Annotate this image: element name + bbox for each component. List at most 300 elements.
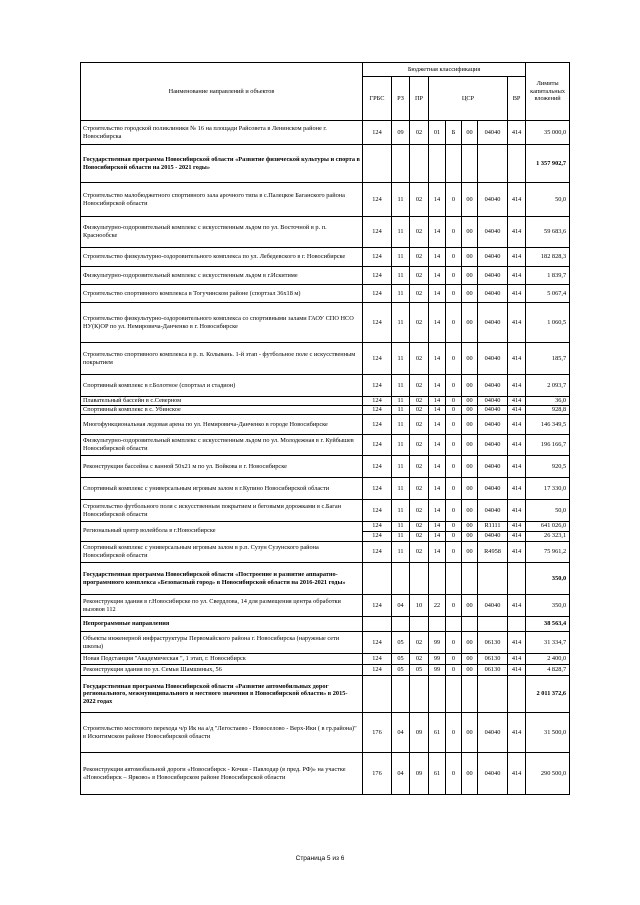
code-cell-grbs: 124 — [363, 248, 392, 267]
code-cell-c3: 00 — [462, 303, 478, 343]
code-cell-c2: 0 — [446, 532, 462, 542]
code-cell-grbs: 176 — [363, 713, 392, 753]
code-cell-vr: 414 — [508, 522, 526, 532]
object-name-cell: Объекты инженерной инфраструктуры Первомайского района г. Новосибирска (наружные сети школы) — [81, 632, 363, 654]
code-cell-c4: 04040 — [478, 267, 508, 285]
code-cell-c2: 0 — [446, 285, 462, 303]
code-cell-rz: 11 — [392, 406, 410, 415]
object-name-cell: Строительство футбольного поля с искусственным покрытием и беговыми дорожками в с.Баган Новосибирской области — [81, 500, 363, 522]
table-row — [81, 713, 570, 753]
table-row — [81, 632, 570, 654]
object-name-cell: Строительство спортивного комплекса в Тогучинском районе (спортзал 36х18 м) — [81, 285, 363, 303]
code-cell-vr: 414 — [508, 632, 526, 654]
code-cell-rz: 05 — [392, 665, 410, 676]
code-cell-vr: 414 — [508, 665, 526, 676]
table-row — [81, 397, 570, 406]
code-cell-grbs: 124 — [363, 406, 392, 415]
code-cell-pr: 02 — [410, 406, 429, 415]
limit-cell: 1 357 902,7 — [526, 145, 570, 183]
limit-cell: 1 839,7 — [526, 267, 570, 285]
code-cell-c2: 0 — [446, 456, 462, 478]
table-row — [81, 654, 570, 665]
code-cell-c2: 0 — [446, 183, 462, 217]
code-cell-c4: 04040 — [478, 415, 508, 435]
code-cell-c1: 99 — [429, 665, 446, 676]
code-cell-c3: 00 — [462, 632, 478, 654]
code-cell-grbs — [363, 145, 392, 183]
code-cell-c4: 04040 — [478, 478, 508, 500]
code-cell-c2 — [446, 563, 462, 595]
limit-cell: 146 349,5 — [526, 415, 570, 435]
code-cell-rz: 11 — [392, 435, 410, 456]
code-cell-grbs: 124 — [363, 415, 392, 435]
code-cell-c2: 0 — [446, 632, 462, 654]
object-name-cell: Физкультурно-оздоровительный комплекс с искусственным льдом по ул. Восточной в р. п. Краснообске — [81, 217, 363, 248]
code-cell-c1: 14 — [429, 217, 446, 248]
table-row — [81, 617, 570, 632]
code-cell-c1: 61 — [429, 713, 446, 753]
code-cell-c3: 00 — [462, 665, 478, 676]
code-cell-rz: 11 — [392, 217, 410, 248]
code-cell-c1: 14 — [429, 343, 446, 375]
code-cell-c1: 14 — [429, 406, 446, 415]
code-cell-grbs — [363, 563, 392, 595]
object-name-cell: Плавательный бассейн в с.Северном — [81, 397, 363, 406]
code-cell-pr: 02 — [410, 654, 429, 665]
code-cell-c4 — [478, 676, 508, 713]
code-cell-c3: 00 — [462, 595, 478, 617]
code-cell-vr — [508, 145, 526, 183]
code-cell-c1: 99 — [429, 654, 446, 665]
code-cell-pr: 02 — [410, 183, 429, 217]
code-cell-pr: 10 — [410, 595, 429, 617]
object-name-cell: Спортивный комплекс в г.Болотное (спортзал и стадион) — [81, 375, 363, 397]
code-cell-c1: 14 — [429, 397, 446, 406]
code-cell-pr: 02 — [410, 478, 429, 500]
code-cell-grbs: 124 — [363, 217, 392, 248]
code-cell-c4: 04040 — [478, 183, 508, 217]
limit-cell: 75 961,2 — [526, 542, 570, 563]
code-cell-c4: 04040 — [478, 753, 508, 795]
code-cell-grbs: 124 — [363, 285, 392, 303]
code-cell-rz: 04 — [392, 595, 410, 617]
code-cell-grbs: 124 — [363, 183, 392, 217]
code-cell-rz: 09 — [392, 121, 410, 145]
code-cell-rz: 11 — [392, 375, 410, 397]
code-cell-pr: 09 — [410, 753, 429, 795]
header-name-column: Наименование направлений и объектов — [81, 63, 363, 121]
capital-investment-table — [80, 62, 570, 795]
table-row — [81, 478, 570, 500]
code-cell-rz: 11 — [392, 500, 410, 522]
code-cell-vr: 414 — [508, 406, 526, 415]
code-cell-vr: 414 — [508, 654, 526, 665]
code-cell-vr: 414 — [508, 478, 526, 500]
code-cell-c4: 04040 — [478, 285, 508, 303]
code-cell-grbs — [363, 676, 392, 713]
code-cell-pr: 02 — [410, 632, 429, 654]
code-cell-pr: 02 — [410, 248, 429, 267]
code-cell-c4: R4958 — [478, 542, 508, 563]
table-row — [81, 435, 570, 456]
budget-table-sheet — [80, 62, 569, 795]
object-name-cell: Реконструкция бассейна с ванной 50х21 м по ул. Войкова в г. Новосибирске — [81, 456, 363, 478]
code-cell-c4: R1111 — [478, 522, 508, 532]
code-cell-c4: 04040 — [478, 713, 508, 753]
code-cell-grbs: 124 — [363, 522, 392, 532]
code-cell-c1: 14 — [429, 542, 446, 563]
code-cell-rz: 11 — [392, 542, 410, 563]
code-cell-c2: 0 — [446, 753, 462, 795]
code-cell-c2: 0 — [446, 415, 462, 435]
object-name-cell: Реконструкция здания по ул. Семьи Шамшиных, 56 — [81, 665, 363, 676]
code-cell-c1 — [429, 145, 446, 183]
code-cell-c4: 04040 — [478, 121, 508, 145]
limit-cell: 31 334,7 — [526, 632, 570, 654]
code-cell-pr: 02 — [410, 532, 429, 542]
code-cell-c2 — [446, 145, 462, 183]
limit-cell: 196 166,7 — [526, 435, 570, 456]
code-cell-c1: 14 — [429, 267, 446, 285]
code-cell-c4 — [478, 617, 508, 632]
code-cell-c3: 00 — [462, 532, 478, 542]
code-cell-c2 — [446, 676, 462, 713]
code-cell-vr: 414 — [508, 456, 526, 478]
limit-cell: 641 026,0 — [526, 522, 570, 532]
code-cell-pr — [410, 563, 429, 595]
code-cell-vr: 414 — [508, 375, 526, 397]
code-cell-c3: 00 — [462, 456, 478, 478]
object-name-cell: Реконструкция здания в г.Новосибирске по ул. Свердлова, 14 для размещения центра обработки вызовов 112 — [81, 595, 363, 617]
code-cell-rz: 11 — [392, 397, 410, 406]
code-cell-c1: 14 — [429, 285, 446, 303]
code-cell-grbs: 124 — [363, 121, 392, 145]
limit-cell: 50,0 — [526, 500, 570, 522]
table-row — [81, 665, 570, 676]
code-cell-rz: 11 — [392, 415, 410, 435]
code-cell-vr: 414 — [508, 397, 526, 406]
limit-cell: 928,8 — [526, 406, 570, 415]
limit-cell: 59 683,6 — [526, 217, 570, 248]
code-cell-vr — [508, 563, 526, 595]
object-name-cell: Реконструкция автомобильной дороги «Новосибирск - Кочки - Павлодар (в пред. РФ)» на участке «Новосибирск – Ярково» в Новосибирском районе Новосибирской области — [81, 753, 363, 795]
limit-cell: 1 060,5 — [526, 303, 570, 343]
code-cell-rz: 04 — [392, 713, 410, 753]
object-name-cell: Физкультурно-оздоровительный комплекс с искусственным льдом в г.Искитиме — [81, 267, 363, 285]
table-row — [81, 303, 570, 343]
code-cell-c4: 04040 — [478, 397, 508, 406]
code-cell-c1: 14 — [429, 183, 446, 217]
code-cell-vr: 414 — [508, 121, 526, 145]
code-cell-c1: 14 — [429, 435, 446, 456]
code-cell-grbs: 124 — [363, 397, 392, 406]
limit-cell: 36,0 — [526, 397, 570, 406]
code-cell-c2: 0 — [446, 375, 462, 397]
table-row — [81, 121, 570, 145]
limit-cell: 26 323,1 — [526, 532, 570, 542]
code-cell-c1: 14 — [429, 532, 446, 542]
code-cell-pr: 05 — [410, 665, 429, 676]
code-cell-c1: 14 — [429, 375, 446, 397]
code-cell-c2: 0 — [446, 267, 462, 285]
code-cell-grbs: 124 — [363, 595, 392, 617]
code-cell-rz — [392, 617, 410, 632]
code-cell-c3: 00 — [462, 375, 478, 397]
code-cell-c1: 14 — [429, 478, 446, 500]
code-cell-c3: 00 — [462, 217, 478, 248]
code-cell-grbs: 124 — [363, 303, 392, 343]
code-cell-rz: 11 — [392, 343, 410, 375]
code-cell-rz: 11 — [392, 456, 410, 478]
code-cell-vr: 414 — [508, 542, 526, 563]
code-cell-grbs — [363, 617, 392, 632]
header-vr: ВР — [508, 77, 526, 121]
limit-cell: 2 011 372,6 — [526, 676, 570, 713]
code-cell-c3: 00 — [462, 267, 478, 285]
code-cell-grbs: 124 — [363, 435, 392, 456]
table-row — [81, 676, 570, 713]
code-cell-c2: 0 — [446, 522, 462, 532]
code-cell-vr: 414 — [508, 183, 526, 217]
code-cell-c3: 00 — [462, 522, 478, 532]
code-cell-vr: 414 — [508, 343, 526, 375]
code-cell-c2: 0 — [446, 654, 462, 665]
code-cell-rz: 11 — [392, 522, 410, 532]
header-pr: ПР — [410, 77, 429, 121]
object-name-cell: Спортивный комплекс с универсальным игровым залом в г.Купино Новосибирской области — [81, 478, 363, 500]
code-cell-c3: 00 — [462, 406, 478, 415]
code-cell-c3 — [462, 563, 478, 595]
table-row — [81, 406, 570, 415]
code-cell-c2 — [446, 617, 462, 632]
table-row — [81, 375, 570, 397]
code-cell-rz: 11 — [392, 248, 410, 267]
object-name-cell: Непрограммные направления — [81, 617, 363, 632]
object-name-cell: Государственная программа Новосибирской области «Построение и развитие аппаратно-программного комплекса «Безопасный город» в Новосибирской области на 2016-2021 годы» — [81, 563, 363, 595]
limit-cell: 5 067,4 — [526, 285, 570, 303]
code-cell-vr: 414 — [508, 303, 526, 343]
code-cell-c4 — [478, 563, 508, 595]
header-grbs: ГРБС — [363, 77, 392, 121]
limit-cell: 350,0 — [526, 595, 570, 617]
code-cell-c1: 61 — [429, 753, 446, 795]
code-cell-c2: 0 — [446, 406, 462, 415]
code-cell-grbs: 124 — [363, 456, 392, 478]
object-name-cell: Государственная программа Новосибирской области «Развитие физической культуры и спорта в Новосибирской области на 2015 - 2021 годы» — [81, 145, 363, 183]
object-name-cell: Многофункциональная ледовая арена по ул. Немировича-Данченко в городе Новосибирске — [81, 415, 363, 435]
code-cell-rz: 11 — [392, 532, 410, 542]
code-cell-vr — [508, 617, 526, 632]
code-cell-c3: 00 — [462, 121, 478, 145]
code-cell-grbs: 176 — [363, 753, 392, 795]
limit-cell: 35 000,0 — [526, 121, 570, 145]
code-cell-c2: 0 — [446, 665, 462, 676]
table-row — [81, 285, 570, 303]
code-cell-c2: Б — [446, 121, 462, 145]
code-cell-c3: 00 — [462, 435, 478, 456]
object-name-cell: Региональный центр волейбола в г.Новосибирске — [81, 522, 363, 542]
object-name-cell: Спортивный комплекс в с. Убинское — [81, 406, 363, 415]
code-cell-pr: 02 — [410, 415, 429, 435]
header-csr: ЦСР — [429, 77, 508, 121]
code-cell-rz — [392, 145, 410, 183]
code-cell-c4: 04040 — [478, 532, 508, 542]
code-cell-c3: 00 — [462, 285, 478, 303]
limit-cell: 2 400,0 — [526, 654, 570, 665]
table-row — [81, 542, 570, 563]
code-cell-c2: 0 — [446, 217, 462, 248]
code-cell-pr — [410, 617, 429, 632]
code-cell-c3: 00 — [462, 713, 478, 753]
code-cell-rz: 11 — [392, 267, 410, 285]
code-cell-c3: 00 — [462, 248, 478, 267]
code-cell-pr: 02 — [410, 375, 429, 397]
limit-cell: 17 330,0 — [526, 478, 570, 500]
code-cell-vr — [508, 676, 526, 713]
code-cell-pr: 02 — [410, 522, 429, 532]
code-cell-pr: 02 — [410, 267, 429, 285]
object-name-cell: Строительство малобюджетного спортивного зала арочного типа в с.Палецкое Баганского района Новосибирской области — [81, 183, 363, 217]
code-cell-c2: 0 — [446, 397, 462, 406]
code-cell-pr: 09 — [410, 713, 429, 753]
code-cell-grbs: 124 — [363, 375, 392, 397]
limit-cell: 920,5 — [526, 456, 570, 478]
code-cell-c2: 0 — [446, 713, 462, 753]
limit-cell: 290 500,0 — [526, 753, 570, 795]
limit-cell: 350,0 — [526, 563, 570, 595]
table-row — [81, 343, 570, 375]
limit-cell: 185,7 — [526, 343, 570, 375]
code-cell-c3: 00 — [462, 478, 478, 500]
code-cell-grbs: 124 — [363, 654, 392, 665]
code-cell-grbs: 124 — [363, 267, 392, 285]
code-cell-vr: 414 — [508, 415, 526, 435]
code-cell-grbs: 124 — [363, 478, 392, 500]
code-cell-c1 — [429, 676, 446, 713]
code-cell-c1: 01 — [429, 121, 446, 145]
code-cell-c2: 0 — [446, 435, 462, 456]
table-row — [81, 563, 570, 595]
code-cell-c1: 14 — [429, 456, 446, 478]
code-cell-rz: 11 — [392, 183, 410, 217]
header-rz: РЗ — [392, 77, 410, 121]
table-row — [81, 595, 570, 617]
code-cell-c3: 00 — [462, 753, 478, 795]
code-cell-c3: 00 — [462, 500, 478, 522]
code-cell-c4: 04040 — [478, 375, 508, 397]
code-cell-c1 — [429, 563, 446, 595]
code-cell-c4: 04040 — [478, 435, 508, 456]
object-name-cell: Строительство городской поликлиники № 16 на площади Райсовета в Ленинском районе г. Новосибирска — [81, 121, 363, 145]
code-cell-grbs: 124 — [363, 343, 392, 375]
code-cell-vr: 414 — [508, 267, 526, 285]
code-cell-pr: 02 — [410, 303, 429, 343]
code-cell-c4: 04040 — [478, 343, 508, 375]
object-name-cell: Строительство физкультурно-оздоровительного комплекса по ул. Лебедевского в г. Новосибирске — [81, 248, 363, 267]
code-cell-c4: 04040 — [478, 595, 508, 617]
code-cell-c2: 0 — [446, 478, 462, 500]
code-cell-c1: 14 — [429, 522, 446, 532]
code-cell-vr: 414 — [508, 248, 526, 267]
code-cell-vr: 414 — [508, 435, 526, 456]
code-cell-vr: 414 — [508, 285, 526, 303]
code-cell-grbs: 124 — [363, 542, 392, 563]
code-cell-c1: 22 — [429, 595, 446, 617]
table-row — [81, 415, 570, 435]
code-cell-c2: 0 — [446, 595, 462, 617]
code-cell-c1: 14 — [429, 500, 446, 522]
code-cell-pr: 02 — [410, 500, 429, 522]
code-cell-rz: 05 — [392, 632, 410, 654]
code-cell-c4: 04040 — [478, 456, 508, 478]
code-cell-grbs: 124 — [363, 500, 392, 522]
code-cell-grbs: 124 — [363, 632, 392, 654]
table-row — [81, 145, 570, 183]
code-cell-grbs: 124 — [363, 532, 392, 542]
code-cell-pr: 02 — [410, 456, 429, 478]
code-cell-c4: 04040 — [478, 406, 508, 415]
code-cell-rz — [392, 676, 410, 713]
object-name-cell: Государственная программа Новосибирской области «Развитие автомобильных дорог регионального, межмуниципального и местного значения в Новосибирской области» в 2015-2022 годах — [81, 676, 363, 713]
code-cell-c4: 04040 — [478, 500, 508, 522]
limit-cell: 2 093,7 — [526, 375, 570, 397]
code-cell-vr: 414 — [508, 753, 526, 795]
code-cell-vr: 414 — [508, 595, 526, 617]
code-cell-pr — [410, 676, 429, 713]
limit-cell: 182 828,3 — [526, 248, 570, 267]
table-row — [81, 522, 570, 532]
code-cell-rz — [392, 563, 410, 595]
code-cell-c3: 00 — [462, 415, 478, 435]
code-cell-pr: 02 — [410, 397, 429, 406]
table-row — [81, 248, 570, 267]
object-name-cell: Физкультурно-оздоровительный комплекс с искусственным льдом по ул. Молодежная в г. Куйбышев Новосибирской области — [81, 435, 363, 456]
code-cell-c4: 06130 — [478, 665, 508, 676]
code-cell-c1 — [429, 617, 446, 632]
code-cell-rz: 11 — [392, 285, 410, 303]
table-row — [81, 217, 570, 248]
code-cell-c4: 06130 — [478, 632, 508, 654]
object-name-cell: Спортивный комплекс с универсальным игровым залом в р.п. Сузун Сузунского района Новосибирской области — [81, 542, 363, 563]
limit-cell: 50,0 — [526, 183, 570, 217]
header-budget-classification: Бюджетная классификация — [363, 63, 526, 77]
header-limits: Лимиты капитальных вложений — [526, 63, 570, 121]
code-cell-vr: 414 — [508, 217, 526, 248]
code-cell-c3: 00 — [462, 183, 478, 217]
code-cell-c3 — [462, 676, 478, 713]
code-cell-c1: 14 — [429, 415, 446, 435]
limit-cell: 38 563,4 — [526, 617, 570, 632]
code-cell-c4: 04040 — [478, 217, 508, 248]
code-cell-c4 — [478, 145, 508, 183]
code-cell-c1: 99 — [429, 632, 446, 654]
code-cell-c2: 0 — [446, 303, 462, 343]
code-cell-vr: 414 — [508, 532, 526, 542]
code-cell-rz: 04 — [392, 753, 410, 795]
code-cell-c2: 0 — [446, 542, 462, 563]
code-cell-c4: 04040 — [478, 248, 508, 267]
object-name-cell: Новая Подстанция "Академическая ", 1 этап, г. Новосибирск — [81, 654, 363, 665]
code-cell-c1: 14 — [429, 248, 446, 267]
code-cell-rz: 11 — [392, 303, 410, 343]
code-cell-c2: 0 — [446, 343, 462, 375]
object-name-cell: Строительство спортивного комплекса в р. п. Колывань. 1-й этап - футбольное поле с искусственным покрытием — [81, 343, 363, 375]
code-cell-pr — [410, 145, 429, 183]
code-cell-pr: 02 — [410, 542, 429, 563]
code-cell-pr: 02 — [410, 343, 429, 375]
limit-cell: 31 500,0 — [526, 713, 570, 753]
code-cell-rz: 11 — [392, 478, 410, 500]
